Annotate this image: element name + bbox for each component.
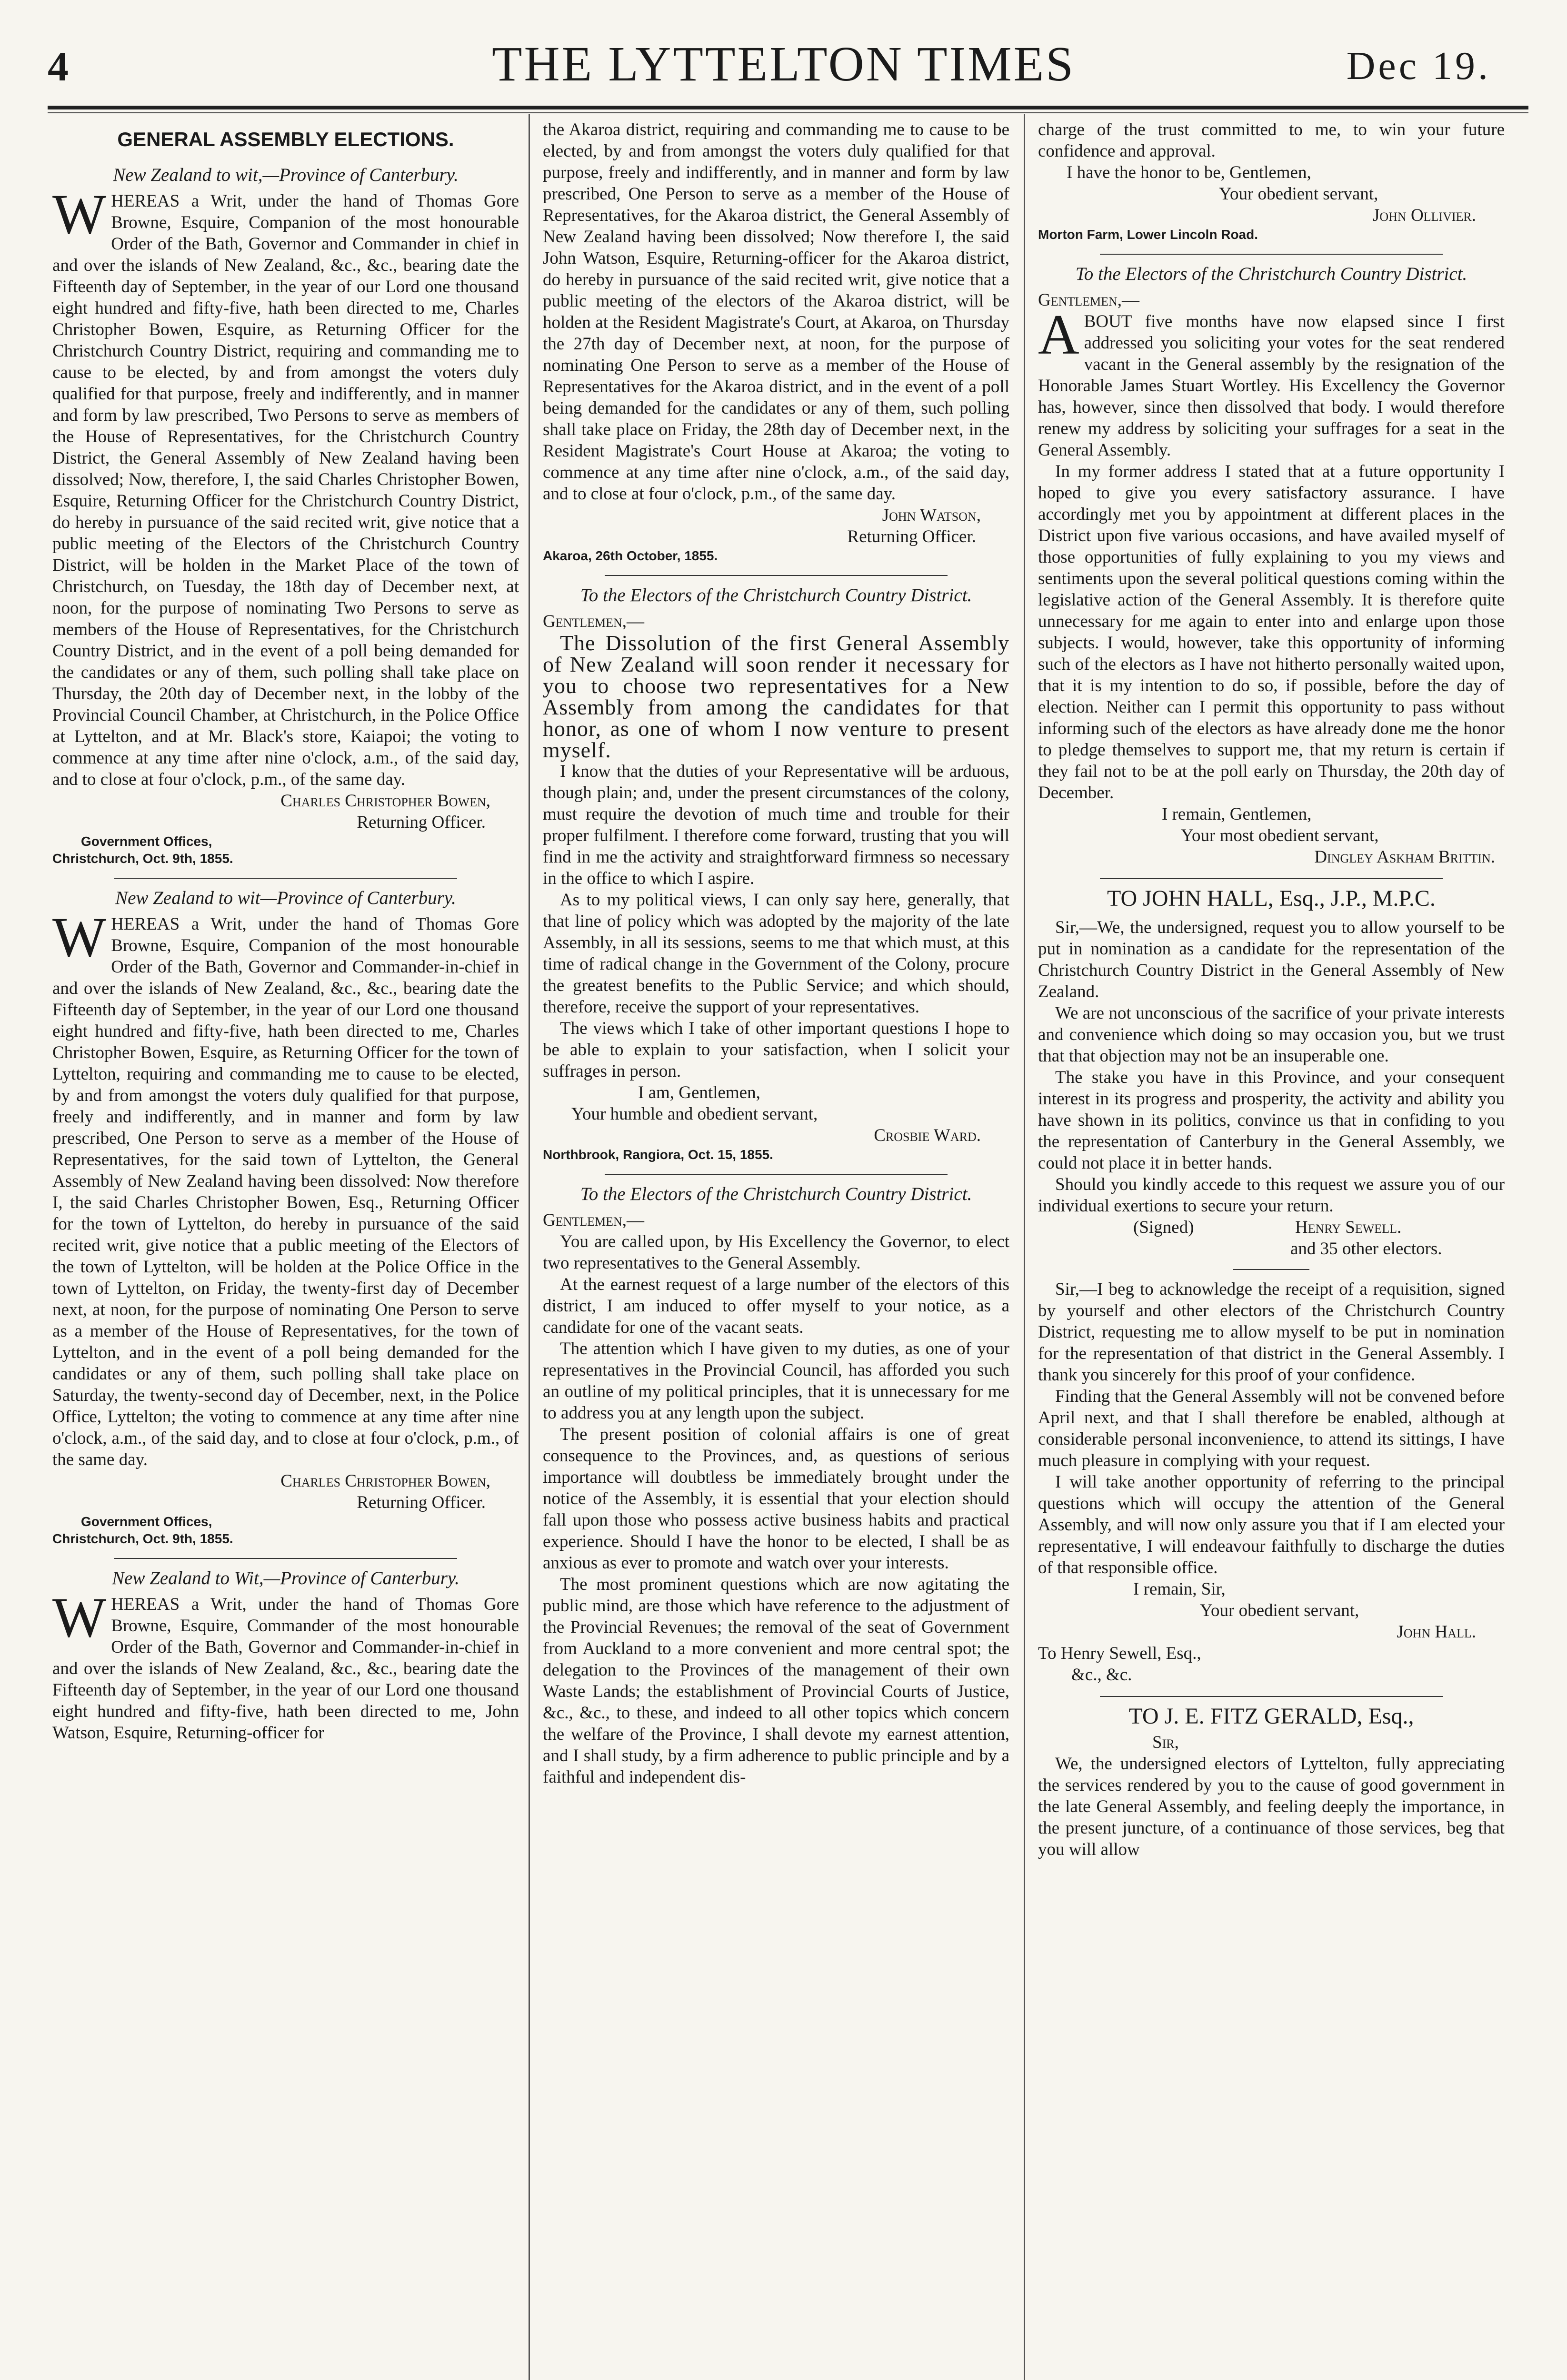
section-heading: GENERAL ASSEMBLY ELECTIONS. <box>117 128 454 150</box>
closing: Your most obedient servant, <box>1181 826 1379 845</box>
closing: Your obedient servant, <box>1219 184 1378 204</box>
address-crosbie-ward <box>543 585 1009 1163</box>
salutation: Gentlemen,— <box>543 612 645 631</box>
signatory-count: and 35 other electors. <box>1290 1239 1442 1259</box>
paragraph: Sir,—We, the undersigned, request you to allow yourself to be put in nomination as a candidate for the representation of the Christchurch Country District in the General Assembly of New Zealand. <box>1038 918 1505 1002</box>
drop-cap: W <box>52 1586 107 1649</box>
masthead-rule-thin <box>48 112 1528 113</box>
paragraph: The present position of colonial affairs is one of great consequence to the Provinces, and, as questions of serious importance will doubtless be immediately brought under the notice of the Assembly, it is essential that your election should fall upon those who possess active business habits and practical experience. Should I have the honor to be elected, I shall be as anxious as ever to promote and watch over your interests. <box>543 1425 1009 1573</box>
paragraph: charge of the trust committed to me, to win your future confidence and approval. <box>1038 120 1505 161</box>
notice-christchurch-country <box>52 164 519 867</box>
address-electors <box>543 1183 1009 1788</box>
separator <box>1100 254 1443 255</box>
paragraph: I know that the duties of your Representative will be arduous, though plain; and, under the present circumstances of the colony, must require the devotion of much time and trouble for their proper fulfilment. I therefore come forward, trusting that you will find in me the activity and straightforward firmness so necessary in the office to which I aspire. <box>543 762 1009 888</box>
column-divider <box>529 114 530 2380</box>
dateline: Morton Farm, Lower Lincoln Road. <box>1038 227 1258 242</box>
notice-kicker: New Zealand to Wit,—Province of Canterbury. <box>112 1568 459 1588</box>
addressee: &c., &c. <box>1071 1665 1132 1685</box>
paragraph: Sir,—I beg to acknowledge the receipt of a requisition, signed by yourself and other electors of the Christchurch Country District, requesting me to allow myself to be put in nomination for the representation of that district in the General Assembly. I thank you sincerely for this proof of your confidence. <box>1038 1279 1505 1385</box>
paragraph: You are called upon, by His Excellency the Governor, to elect two representatives to the General Assembly. <box>543 1232 1009 1273</box>
paragraph: As to my political views, I can only say here, generally, that that line of policy which was adopted by the majority of the late Assembly, in all its sessions, seems to me that which must, at this time of radical change in the Government of the Colony, procure the greatest benefits to the Public Service; and which should, therefore, receive the support of your representatives. <box>543 890 1009 1017</box>
paragraph: Should you kindly accede to this request we assure you of our individual exertions to secure your return. <box>1038 1175 1505 1216</box>
paragraph: At the earnest request of a large number of the electors of this district, I am induced to offer myself to your notice, as a candidate for one of the vacant seats. <box>543 1275 1009 1337</box>
paragraph: The views which I take of other important questions I hope to be able to explain to your satisfaction, when I solicit your suffrages in person. <box>543 1019 1009 1081</box>
address-kicker: To the Electors of the Christchurch Country District. <box>580 1184 972 1204</box>
notice-kicker: New Zealand to wit—Province of Canterbury. <box>115 888 456 908</box>
column-divider <box>1024 114 1025 2380</box>
requisition-heading: TO JOHN HALL, Esq., J.P., M.P.C. <box>1107 886 1436 911</box>
signature: Crosbie Ward. <box>874 1126 981 1145</box>
signature-role: Returning Officer. <box>357 1493 486 1512</box>
requisition-fitzgerald <box>1038 1706 1505 1860</box>
address-kicker: To the Electors of the Christchurch Country District. <box>1075 264 1467 284</box>
paragraph: In my former address I stated that at a future opportunity I hoped to give you every satisfactory assurance. I have accordingly met you by appointment at different places in the District upon five various occasions, and have availed myself of those opportunities of fully explaining to you my views and sentiments upon the several political questions coming within the legislative action of the General Assembly. It is therefore quite unnecessary for me again to enter into and enlarge upon those subjects. I would, however, take this opportunity of informing such of the electors as I have not hitherto personally waited upon, that it is my intention to do so, if possible, before the day of election. Neither can I permit this opportunity to pass without informing such of the electors as have already done me the honor to pledge themselves to support me, that my return is certain if they fail not to be at the poll early on Thursday, the 20th day of December. <box>1038 462 1505 803</box>
signature: Charles Christopher Bowen, <box>280 791 490 811</box>
separator <box>1233 1269 1309 1270</box>
paragraph: The stake you have in this Province, and your consequent interest in its progress and prosperity, the activity and ability you have shown in its politics, convince us that in confiding to you the representation of Canterbury in the General Assembly, we could not place it in better hands. <box>1038 1068 1505 1173</box>
newspaper-title: THE LYTTELTON TIMES <box>492 37 1075 91</box>
separator <box>605 1174 948 1175</box>
closing: I remain, Sir, <box>1133 1579 1226 1599</box>
column-2 <box>543 119 1009 2380</box>
signature: Charles Christopher Bowen, <box>280 1471 490 1491</box>
paragraph: Finding that the General Assembly will not be convened before April next, and that I shall therefore be enabled, although at considerable personal inconvenience, to attend its sittings, I have much pleasure in complying with your request. <box>1038 1387 1505 1470</box>
closing: I remain, Gentlemen, <box>1162 804 1312 824</box>
requisition-john-hall <box>1038 888 1505 1686</box>
column-1 <box>52 119 519 2380</box>
drop-cap: W <box>52 905 107 969</box>
salutation: Sir, <box>1152 1733 1179 1752</box>
paragraph: I will take another opportunity of referring to the principal questions which will occupy the attention of the General Assembly, and will now only assure you that if I am elected your representative, I will endeavour faithfully to discharge the duties of that responsible office. <box>1038 1472 1505 1577</box>
separator <box>114 1558 457 1559</box>
closing: I am, Gentlemen, <box>638 1083 760 1102</box>
page-number: 4 <box>48 44 69 90</box>
signature-role: Returning Officer. <box>357 813 486 832</box>
dateline: Christchurch, Oct. 9th, 1855. <box>52 1531 233 1546</box>
signature: Henry Sewell. <box>1295 1218 1402 1237</box>
requisition-heading: TO J. E. FITZ GERALD, Esq., <box>1128 1704 1414 1729</box>
paragraph: We, the undersigned electors of Lyttelton, fully appreciating the services rendered by you to the cause of good government in the late General Assembly, and feeling deeply the importance, in the present juncture, of a continuance of those services, beg that you will allow <box>1038 1754 1505 1859</box>
dateline: Akaroa, 26th October, 1855. <box>543 548 718 563</box>
separator <box>605 575 948 576</box>
dateline: Northbrook, Rangiora, Oct. 15, 1855. <box>543 1147 773 1162</box>
issue-date: Dec 19. <box>1346 44 1491 88</box>
salutation: Gentlemen,— <box>543 1210 645 1230</box>
paragraph: The most prominent questions which are now agitating the public mind, are those which have reference to the adjustment of the Provincial Revenues; the removal of the seat of Government from Auckland to a more convenient and more central spot; the delegation to the Provinces of the management of their own Waste Lands; the establishment of Provincial Courts of Justice, &c., &c., to these, and indeed to all other topics which concern the welfare of the Province, I shall devote my earnest attention, and I shall study, by a firm adherence to public principle and by a faithful and independent dis- <box>543 1575 1009 1787</box>
column-3 <box>1038 119 1505 2380</box>
notice-kicker: New Zealand to wit,—Province of Canterbury. <box>113 165 459 185</box>
masthead-rule <box>48 106 1528 109</box>
paragraph: BOUT five months have now elapsed since I first addressed you soliciting your votes for the seat rendered vacant in the General assembly by the resignation of the Honorable James Stuart Wortley. His Excellency the Governor has, however, since then dissolved that body. I would therefore renew my address by soliciting your suffrages for a seat in the General Assembly. <box>1038 312 1505 460</box>
separator <box>1100 1696 1443 1697</box>
notice-lyttelton <box>52 887 519 1547</box>
drop-cap: A <box>1038 303 1079 366</box>
dateline: Government Offices, <box>81 1514 212 1529</box>
closing: Your humble and obedient servant, <box>571 1104 818 1124</box>
separator <box>1100 878 1443 879</box>
notice-body-continued: the Akaroa district, requiring and commanding me to cause to be elected, by and from amongst the voters duly qualified for that purpose, freely and indifferently, and in manner and form by law prescribed, One Person to serve as a member of the House of Representatives, for the Akaroa district, the General Assembly of New Zealand having been dissolved; Now therefore I, the said John Watson, Esquire, Returning-officer for the Akaroa district, do hereby in pursuance of the said recited writ, give notice that a public meeting of the electors of the Akaroa district, will be holden at the Resident Magistrate's Court, at Akaroa, on Thursday the 27th day of December next, at noon, for the purpose of nominating One Person to serve as a member of the House of Representatives for the Akaroa district, and in the event of a poll being demanded for the candidates or any of them, such polling shall take place on Friday, the 28th day of December next, in the Resident Magistrate's Court House at Akaroa; the voting to commence at any time after nine o'clock, a.m., of the said day, and to close at four o'clock, p.m., of the same day. <box>543 120 1009 504</box>
notice-body: HEREAS a Writ, under the hand of Thomas Gore Browne, Esquire, Companion of the most honourable Order of the Bath, Governor and Commander-in-chief in and over the islands of New Zealand, &c., &c., bearing date the Fifteenth day of September, in the year of our Lord one thousand eight hundred and fifty-five, hath been directed to me, Charles Christopher Bowen, Esquire, as Returning Officer for the town of Lyttelton, requiring and commanding me to cause to be elected, by and from amongst the voters duly qualified for that purpose, freely and indifferently, and in manner and form by law prescribed, One Person to serve as a member of the House of Representatives, for the said town of Lyttelton, the General Assembly of New Zealand having been dissolved: Now therefore I, the said Charles Christopher Bowen, Esq., Returning Officer for the town of Lyttelton, do hereby in pursuance of the said recited writ, give notice that a public meeting of the Electors of the town of Lyttelton, will be holden at the Police Office in the town of Lyttelton, on Friday, the twenty-first day of December next, at noon, for the purpose of nominating One Person to serve as a member of the House of Representatives, for the town of Lyttelton, and in the event of a poll being demanded for the candidates or any of them, such polling shall take place on Saturday, the twenty-second day of December, next, in the Police Office, Lyttelton; the voting to commence at any time after nine o'clock, a.m., of the said day, and to close at four o'clock, p.m., of the same day. <box>52 914 519 1469</box>
masthead <box>48 33 1519 105</box>
address-kicker: To the Electors of the Christchurch Country District. <box>580 585 972 605</box>
salutation: Gentlemen,— <box>1038 290 1140 310</box>
notice-akaroa <box>52 1567 519 1744</box>
drop-cap: W <box>52 182 107 246</box>
closing: I have the honor to be, Gentlemen, <box>1067 163 1311 182</box>
paragraph: The Dissolution of the first General Assembly of New Zealand will soon render it necessary for you to choose two representatives for a New Assembly from among the candidates for that honor, as one of whom I now venture to present myself. <box>543 631 1009 762</box>
closing: Your obedient servant, <box>1200 1601 1359 1620</box>
signature: John Ollivier. <box>1372 206 1476 225</box>
notice-body: HEREAS a Writ, under the hand of Thomas Gore Browne, Esquire, Commander of the most honourable Order of the Bath, Governor and Commander-in-chief in and over the islands of New Zealand, &c., &c., bearing date the Fifteenth day of September, in the year of our Lord one thousand eight hundred and fifty-five, hath been directed to me, John Watson, Esquire, Returning-officer for <box>52 1595 519 1743</box>
signature: John Watson, <box>882 506 981 525</box>
paragraph: The attention which I have given to my duties, as one of your representatives in the Provincial Council, has afforded you such an outline of my political principles, that it is unnecessary for me to address you at any length upon the subject. <box>543 1339 1009 1423</box>
paragraph: We are not unconscious of the sacrifice of your private interests and convenience which doing so may occasion you, but we trust that that objection may not be an insuperable one. <box>1038 1003 1505 1066</box>
signed-label: (Signed) <box>1133 1218 1194 1237</box>
addressee: To Henry Sewell, Esq., <box>1038 1644 1201 1663</box>
address-ollivier <box>1038 119 1505 243</box>
address-brittin <box>1038 263 1505 868</box>
signature: John Hall. <box>1397 1622 1476 1642</box>
separator <box>114 878 457 879</box>
notice-body: HEREAS a Writ, under the hand of Thomas Gore Browne, Esquire, Companion of the most honourable Order of the Bath, Governor and Commander in chief in and over the islands of New Zealand, &c., &c., bearing date the Fifteenth day of September, in the year of our Lord one thousand eight hundred and fifty-five, hath been directed to me, Charles Christopher Bowen, Esquire, as Returning Officer for the Christchurch Country District, requiring and commanding me to cause to be elected, by and from amongst the voters duly qualified for that purpose, freely and indifferently, and in manner and form by law prescribed, Two Persons to serve as members of the House of Representatives, for the Christchurch Country District, the General Assembly of New Zealand having been dissolved; Now, therefore, I, the said Charles Christopher Bowen, Esquire, Returning Officer for the Christchurch Country District, do hereby in pursuance of the said recited writ, give notice that a public meeting of the Electors of the Christchurch Country District, will be holden in the Market Place of the town of Christchurch, on Tuesday, the 18th day of December next, at noon, for the purpose of nominating Two Persons to serve as members of the House of Representatives, for the Christchurch Country District, and in the event of a poll being demanded for the candidates or any of them, such polling shall take place on Thursday, the 20th day of December next, in the lobby of the Provincial Council Chamber, at Christchurch, in the Police Office at Lyttelton, and at Mr. Black's store, Kaiapoi; the voting to commence at any time after nine o'clock, a.m., of the said day, and to close at four o'clock, p.m., of the same day. <box>52 191 519 789</box>
signature-role: Returning Officer. <box>847 527 976 546</box>
signature: Dingley Askham Brittin. <box>1314 847 1495 867</box>
dateline: Christchurch, Oct. 9th, 1855. <box>52 851 233 866</box>
dateline: Government Offices, <box>81 834 212 849</box>
